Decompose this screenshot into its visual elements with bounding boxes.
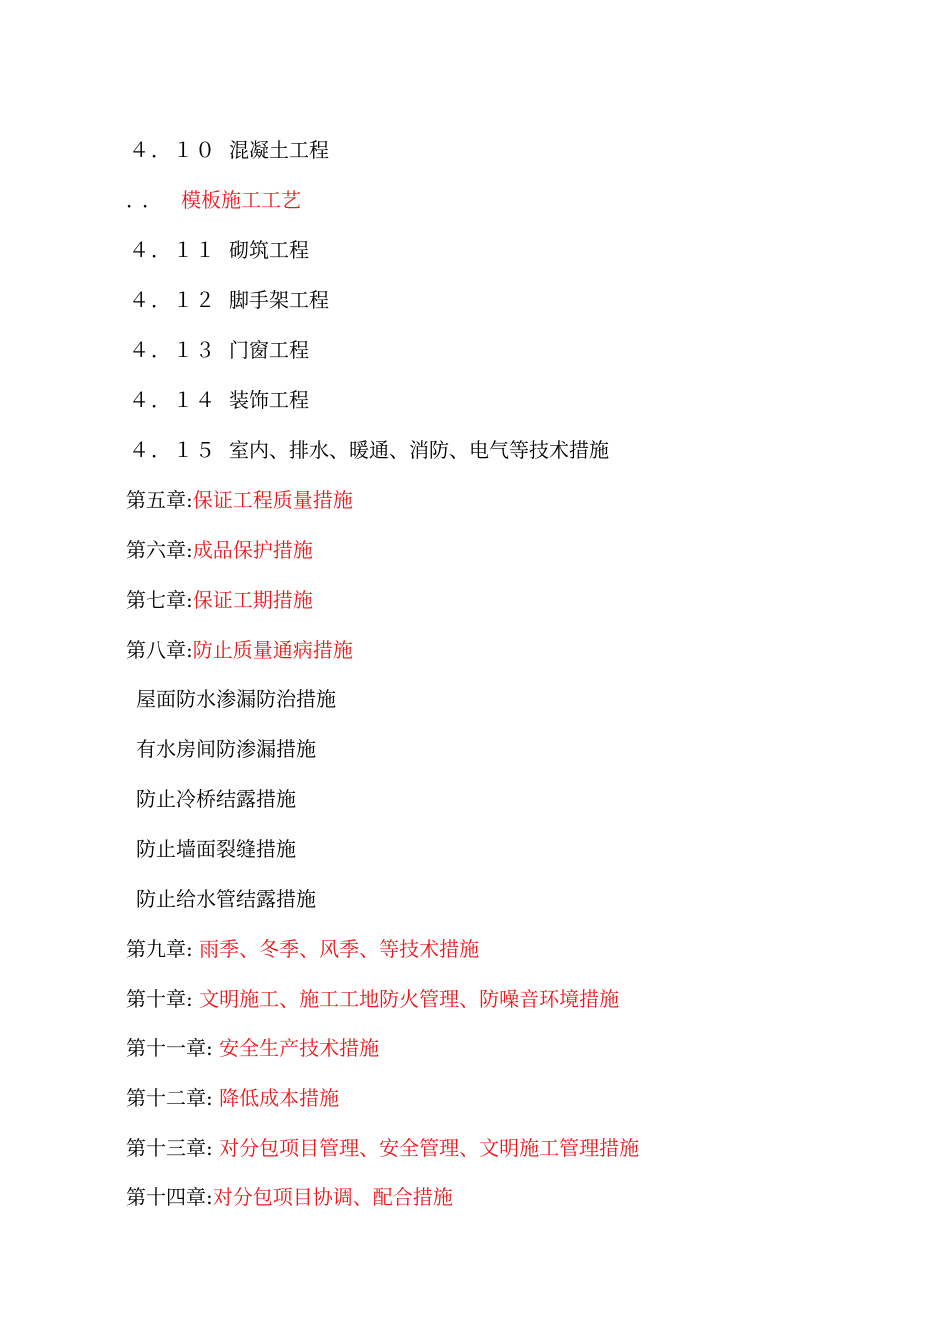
toc-entry-4-12 <box>126 285 329 315</box>
chapter-title: 保证工期措施 <box>192 588 313 612</box>
section-number: ４．１１ <box>129 238 217 262</box>
chapter-label: 第七章: <box>126 588 193 612</box>
toc-entry-4-10 <box>126 135 329 165</box>
toc-chapter-12 <box>126 1083 339 1113</box>
chapter-label: 第九章: <box>126 937 193 961</box>
section-number: ．． <box>126 188 168 212</box>
toc-chapter-7 <box>126 585 313 615</box>
toc-chapter-6 <box>126 535 313 565</box>
toc-entry-template-process <box>126 185 301 215</box>
section-title: 脚手架工程 <box>229 288 329 312</box>
chapter-title: 降低成本措施 <box>219 1086 340 1110</box>
section-title: 装饰工程 <box>229 388 309 412</box>
toc-chapter-13 <box>126 1133 639 1163</box>
chapter-label: 第五章: <box>126 488 193 512</box>
section-number: ４．１３ <box>129 338 217 362</box>
toc-chapter-8 <box>126 635 353 665</box>
section-number: ４．１４ <box>129 388 217 412</box>
chapter-title: 对分包项目协调、配合措施 <box>212 1185 453 1209</box>
chapter-title: 安全生产技术措施 <box>219 1036 380 1060</box>
toc-entry-4-11 <box>126 235 309 265</box>
chapter-label: 第十章: <box>126 987 193 1011</box>
toc-subitem-cold-bridge: 防止冷桥结露措施 <box>136 787 296 811</box>
section-number: ４．１０ <box>129 138 217 162</box>
section-title: 混凝土工程 <box>229 138 329 162</box>
toc-subitem-wet-room: 有水房间防渗漏措施 <box>136 737 316 761</box>
section-title: 门窗工程 <box>229 338 309 362</box>
toc-entry-4-15 <box>126 435 609 465</box>
chapter-label: 第八章: <box>126 638 193 662</box>
chapter-label: 第六章: <box>126 538 193 562</box>
section-title: 砌筑工程 <box>229 238 309 262</box>
toc-chapter-9 <box>126 934 479 964</box>
section-number: ４．１２ <box>129 288 217 312</box>
chapter-label: 第十二章: <box>126 1086 213 1110</box>
chapter-title: 成品保护措施 <box>192 538 313 562</box>
toc-entry-4-14 <box>126 385 309 415</box>
chapter-label: 第十三章: <box>126 1136 213 1160</box>
chapter-label: 第十四章: <box>126 1185 213 1209</box>
toc-subitem-wall-crack: 防止墙面裂缝措施 <box>136 837 296 861</box>
toc-chapter-11 <box>126 1033 379 1063</box>
section-number: ４．１５ <box>129 438 217 462</box>
toc-subitem-pipe-condensation: 防止给水管结露措施 <box>136 887 316 911</box>
section-title: 室内、排水、暖通、消防、电气等技术措施 <box>229 438 609 462</box>
toc-chapter-5 <box>126 485 353 515</box>
toc-chapter-10 <box>126 984 619 1014</box>
chapter-label: 第十一章: <box>126 1036 213 1060</box>
chapter-title: 对分包项目管理、安全管理、文明施工管理措施 <box>219 1136 640 1160</box>
chapter-title: 保证工程质量措施 <box>192 488 353 512</box>
toc-chapter-14 <box>126 1182 453 1212</box>
toc-entry-4-13 <box>126 335 309 365</box>
chapter-title: 防止质量通病措施 <box>192 638 353 662</box>
toc-subitem-roof-leak: 屋面防水渗漏防治措施 <box>136 687 336 711</box>
chapter-title: 文明施工、施工工地防火管理、防噪音环境措施 <box>199 987 620 1011</box>
chapter-title: 雨季、冬季、风季、等技术措施 <box>199 937 480 961</box>
section-title: 模板施工工艺 <box>181 188 301 212</box>
